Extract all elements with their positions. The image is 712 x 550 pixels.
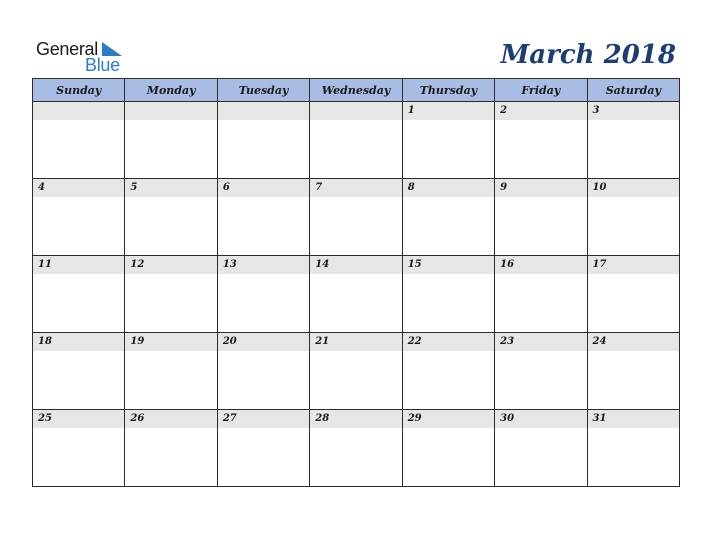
day-cell[interactable] <box>310 256 402 333</box>
day-number: 19 <box>130 336 145 347</box>
day-number: 25 <box>38 413 52 424</box>
day-number: 12 <box>130 259 145 270</box>
day-number-band <box>33 256 124 274</box>
day-number: 9 <box>500 182 508 193</box>
month-title: March 2018 <box>500 40 676 70</box>
day-cell[interactable] <box>402 333 494 410</box>
day-number-band <box>310 102 401 120</box>
day-number: 11 <box>38 259 52 270</box>
day-number-band <box>495 256 586 274</box>
day-cell[interactable] <box>125 333 217 410</box>
day-cell[interactable] <box>125 102 217 179</box>
day-number: 2 <box>500 105 508 116</box>
day-number-band <box>125 102 216 120</box>
day-cell[interactable] <box>310 102 402 179</box>
day-number-band <box>218 179 309 197</box>
day-cell[interactable] <box>587 102 679 179</box>
day-number: 8 <box>407 182 415 193</box>
week-row <box>33 333 680 410</box>
day-number-band <box>125 333 216 351</box>
day-cell[interactable] <box>125 256 217 333</box>
day-cell[interactable] <box>217 410 309 487</box>
day-number-band <box>310 256 401 274</box>
day-number: 14 <box>315 259 330 270</box>
day-number: 27 <box>222 413 237 424</box>
logo-text-blue: Blue <box>85 55 120 75</box>
day-number-band <box>218 333 309 351</box>
brand-logo <box>36 39 136 75</box>
day-cell[interactable] <box>33 410 125 487</box>
day-number: 6 <box>222 182 230 193</box>
day-number-band <box>403 102 494 120</box>
day-number-band <box>588 333 679 351</box>
day-cell[interactable] <box>402 102 494 179</box>
weekday-header-friday: Friday <box>495 79 587 102</box>
day-number-band <box>310 179 401 197</box>
day-cell[interactable] <box>495 102 587 179</box>
day-number: 3 <box>592 105 600 116</box>
day-number-band <box>33 179 124 197</box>
week-row <box>33 256 680 333</box>
day-cell[interactable] <box>402 256 494 333</box>
day-number: 10 <box>592 182 607 193</box>
day-number: 13 <box>222 259 237 270</box>
day-cell[interactable] <box>587 179 679 256</box>
day-number-band <box>33 410 124 428</box>
day-number-band <box>588 256 679 274</box>
weekday-header-monday: Monday <box>125 79 217 102</box>
day-number-band <box>125 410 216 428</box>
day-cell[interactable] <box>495 333 587 410</box>
day-number-band <box>495 410 586 428</box>
day-cell[interactable] <box>402 179 494 256</box>
day-number: 16 <box>500 259 515 270</box>
day-number: 26 <box>130 413 145 424</box>
day-number-band <box>125 179 216 197</box>
weekday-header-tuesday: Tuesday <box>217 79 309 102</box>
weekday-header-row <box>33 79 680 102</box>
day-cell[interactable] <box>587 333 679 410</box>
day-number-band <box>218 256 309 274</box>
day-number-band <box>403 179 494 197</box>
day-number: 22 <box>407 336 422 347</box>
day-number: 28 <box>315 413 330 424</box>
week-row <box>33 102 680 179</box>
day-cell[interactable] <box>125 179 217 256</box>
day-cell[interactable] <box>217 333 309 410</box>
day-cell[interactable] <box>217 102 309 179</box>
day-number-band <box>495 102 586 120</box>
weekday-header-wednesday: Wednesday <box>310 79 402 102</box>
weekday-header-sunday: Sunday <box>33 79 125 102</box>
day-cell[interactable] <box>587 256 679 333</box>
day-cell[interactable] <box>217 256 309 333</box>
calendar-body <box>33 102 680 487</box>
day-number: 18 <box>38 336 52 347</box>
day-cell[interactable] <box>310 410 402 487</box>
day-number: 31 <box>592 413 607 424</box>
day-number: 5 <box>130 182 138 193</box>
day-number: 17 <box>592 259 607 270</box>
day-cell[interactable] <box>402 410 494 487</box>
day-cell[interactable] <box>495 179 587 256</box>
day-cell[interactable] <box>33 256 125 333</box>
day-number-band <box>403 333 494 351</box>
day-number-band <box>495 333 586 351</box>
day-number-band <box>310 410 401 428</box>
week-row <box>33 179 680 256</box>
day-number-band <box>310 333 401 351</box>
day-cell[interactable] <box>217 179 309 256</box>
day-number: 21 <box>315 336 330 347</box>
day-number-band <box>403 256 494 274</box>
day-cell[interactable] <box>33 102 125 179</box>
day-number: 24 <box>592 336 607 347</box>
day-number: 7 <box>315 182 323 193</box>
logo-text-general: General <box>36 39 98 59</box>
day-number-band <box>495 179 586 197</box>
weekday-header-thursday: Thursday <box>402 79 494 102</box>
day-number-band <box>403 410 494 428</box>
day-cell[interactable] <box>125 410 217 487</box>
day-number: 30 <box>500 413 515 424</box>
day-number-band <box>218 102 309 120</box>
weekday-header-saturday: Saturday <box>587 79 679 102</box>
day-cell[interactable] <box>310 333 402 410</box>
day-number-band <box>218 410 309 428</box>
day-number-band <box>588 179 679 197</box>
day-cell[interactable] <box>495 410 587 487</box>
day-cell[interactable] <box>587 410 679 487</box>
logo-triangle-icon <box>100 42 122 56</box>
day-cell[interactable] <box>33 333 125 410</box>
day-number-band <box>588 410 679 428</box>
week-row <box>33 410 680 487</box>
day-number: 20 <box>222 336 237 347</box>
day-cell[interactable] <box>310 179 402 256</box>
day-number: 29 <box>407 413 422 424</box>
day-number: 4 <box>38 182 45 193</box>
day-number: 1 <box>407 105 415 116</box>
day-number-band <box>125 256 216 274</box>
day-number: 23 <box>500 336 515 347</box>
day-number-band <box>33 102 124 120</box>
day-number: 15 <box>407 259 422 270</box>
calendar-grid <box>32 78 680 487</box>
day-cell[interactable] <box>495 256 587 333</box>
day-number-band <box>588 102 679 120</box>
day-number-band <box>33 333 124 351</box>
day-cell[interactable] <box>33 179 125 256</box>
